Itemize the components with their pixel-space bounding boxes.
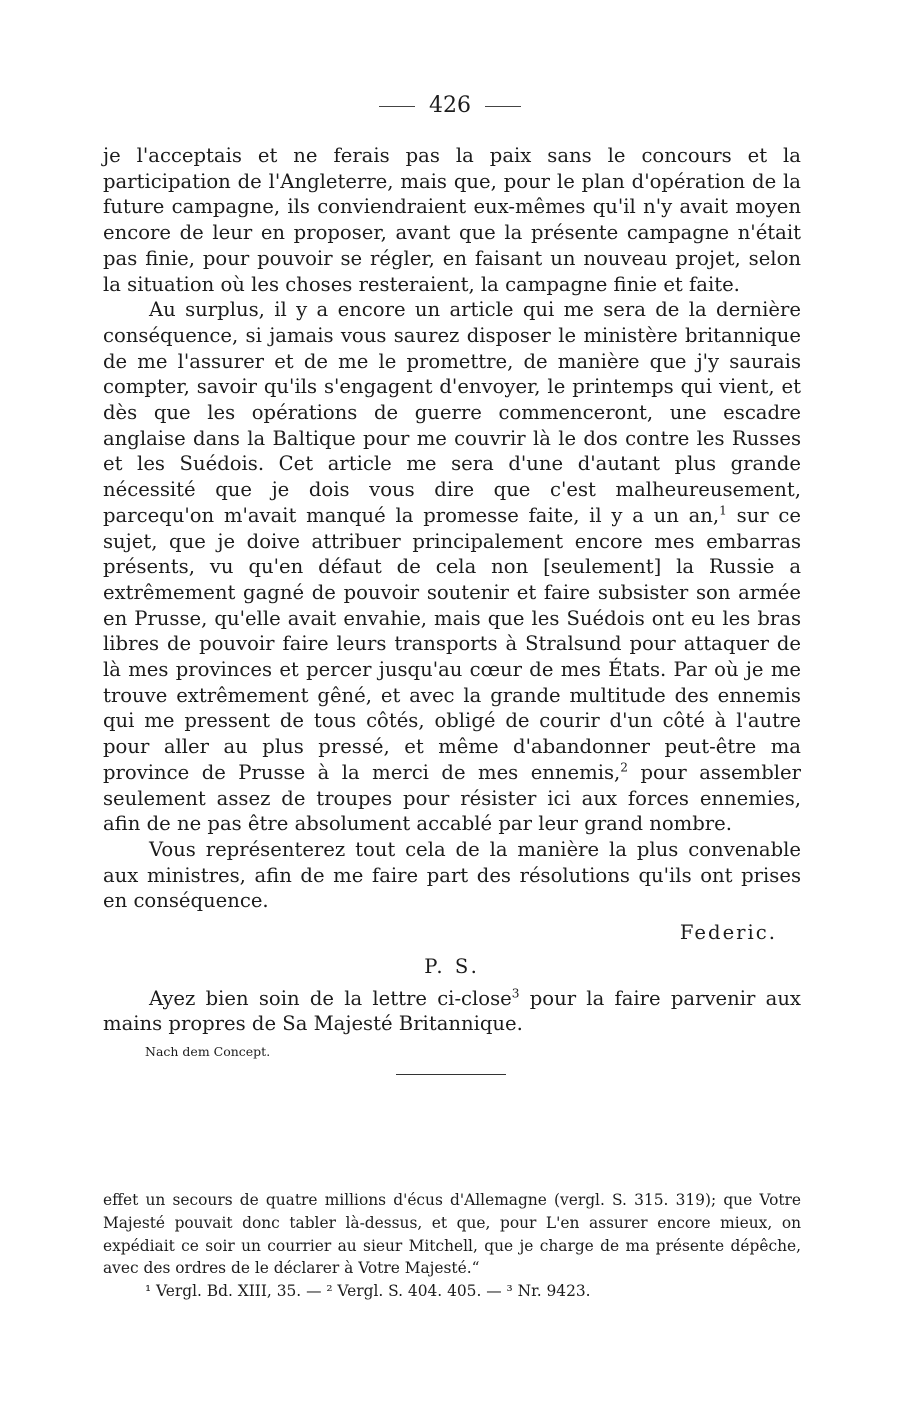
paragraph-text: Au surplus, il y a encore un article qui me sera de la dernière conséquence, si jamais vous saurez disposer le ministère britannique de me l'assurer et de me le promettre, de manière que j'y saurais compter, savoir qu'ils s'engagent d'envoyer, le printemps qui vient, et dès que les opérations de guerre commenceront, une escadre anglaise dans la Baltique pour me couvrir là le dos contre les Russes et les Suédois. Cet article me sera d'une d'autant plus grande nécessité que je dois vous dire que c'est malheureusement, parcequ'on m'avait manqué la promesse faite, il y a un an, <box>103 298 801 527</box>
header-dash-left <box>379 106 415 107</box>
paragraph-surplus <box>103 297 801 837</box>
signature: Federic. <box>679 921 777 945</box>
source-note: Nach dem Concept. <box>145 1043 271 1059</box>
footnote-mark-1: 1 <box>719 503 727 518</box>
paragraph-text: sur ce sujet, que je doive attribuer principalement encore mes embarras présents, vu qu'en défaut de cela non [seulement] la Russie a extrêmement gagné de pouvoir soutenir et faire subsister son armée en Prusse, qu'elle avait envahie, mais que les Suédois ont eu les bras libres de pouvoir faire leurs transports à Stralsund pour attaquer de là mes provinces et percer jusqu'au cœur de mes États. Par où je me trouve extrêmement gêné, et avec la grande multitude des ennemis qui me pressent de tous côtés, obligé de courir d'un côté à l'autre pour aller au plus pressé, et même d'abandonner peut-être ma province de Prusse à la merci de mes ennemis, <box>103 503 802 784</box>
paragraph-text: pour la faire parvenir aux mains propres de Sa Majesté Britannique. <box>103 986 801 1036</box>
paragraph-closing: Vous représenterez tout cela de la manière la plus convenable aux ministres, afin de me faire part des résolutions qu'ils ont prises en conséquence. <box>103 837 801 913</box>
footnote-mark-3: 3 <box>511 985 520 1000</box>
footnotes <box>103 1189 801 1303</box>
footnote-references: ¹ Vergl. Bd. XIII, 35. — ² Vergl. S. 404. 405. — ³ Nr. 9423. <box>145 1282 591 1301</box>
postscript-text <box>103 986 801 1037</box>
section-divider <box>396 1074 506 1075</box>
paragraph-text: Ayez bien soin de la lettre ci-close <box>149 986 512 1010</box>
paragraph-text: pour assembler seulement assez de troupes pour résister ici aux forces ennemies, afin de ne pas être absolument accablé par leur grand nombre. <box>103 760 801 836</box>
letter-body <box>103 143 801 1061</box>
postscript-heading: P. S. <box>424 954 480 978</box>
header-dash-right <box>485 106 521 107</box>
page-header <box>0 92 900 120</box>
footnote-continued: effet un secours de quatre millions d'écus d'Allemagne (vergl. S. 315. 319); que Votre Majesté pouvait donc tabler là-dessus, et que, pour L'en assurer encore mieux, on expédiait ce soir un courrier au sieur Mitchell, que je charge de ma présente dépêche, avec des ordres de le déclarer à Votre Majesté.“ <box>103 1191 801 1278</box>
footnote-mark-2: 2 <box>620 760 628 775</box>
page-number: 426 <box>429 93 471 118</box>
paragraph-continuation: je l'acceptais et ne ferais pas la paix sans le concours et la participation de l'Angleterre, mais que, pour le plan d'opération de la future campagne, ils conviendraient eux-mêmes qu'il n'y avait moyen encore de leur en proposer, avant que la présente campagne n'était pas finie, pour pouvoir se régler, en faisant un nouveau projet, selon la situation où les choses resteraient, la campagne finie et faite. <box>103 144 801 296</box>
